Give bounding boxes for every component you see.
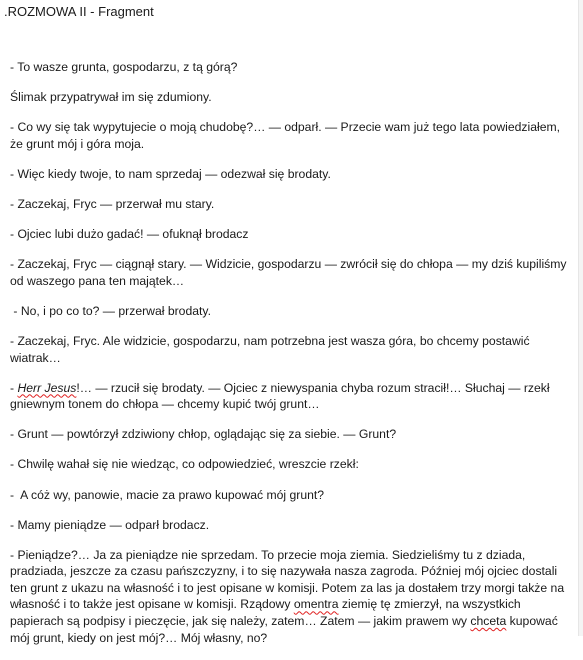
marked-text: omentra bbox=[293, 597, 339, 612]
text-run: - Mamy pieniądze — odparł brodacz. bbox=[10, 517, 210, 532]
paragraph bbox=[10, 333, 575, 366]
document-body bbox=[10, 59, 575, 660]
text-run: kupować mój grunt, kiedy on jest mój?… Mój własny, no? bbox=[10, 614, 562, 645]
paragraph bbox=[10, 547, 575, 647]
text-run: - A cóż wy, panowie, macie za prawo kupować mój grunt? bbox=[10, 487, 325, 502]
paragraph bbox=[10, 196, 575, 213]
text-run: - Grunt — powtórzył zdziwiony chłop, oglądając się za siebie. — Grunt? bbox=[10, 427, 397, 442]
marked-text: chceta bbox=[470, 614, 507, 629]
text-run: ziemię tę zmierzył, na wszystkich papierach są podpisy i pieczęcie, jak się należy, zatem… Zatem — jakim prawem wy bbox=[10, 597, 525, 629]
paragraph bbox=[10, 89, 575, 106]
paragraph bbox=[10, 59, 575, 76]
text-run: !… — rzucił się brodaty. — Ojciec z niewyspania chyba rozum stracił!… Słuchaj — rzekł gniewnym tonem do chłopa — chcemy kupić twój grunt… bbox=[10, 380, 553, 412]
paragraph bbox=[10, 380, 575, 413]
paragraph bbox=[10, 303, 575, 320]
paragraph bbox=[10, 426, 575, 443]
paragraph bbox=[10, 487, 575, 504]
marked-text: Herr Jesus bbox=[17, 380, 77, 395]
paragraph bbox=[10, 226, 575, 243]
text-run: - Zaczekaj, Fryc. Ale widzicie, gospodarzu, nam potrzebna jest wasza góra, bo chcemy postawić wiatrak… bbox=[10, 333, 533, 365]
text-run: - Co wy się tak wypytujecie o moją chudobę?… — odparł. — Przecie wam już tego lata powiedziałem, że grunt mój i góra moja. bbox=[10, 120, 564, 151]
paragraph bbox=[10, 517, 575, 534]
scrollbar-track[interactable] bbox=[578, 0, 583, 636]
text-run: - Zaczekaj, Fryc — ciągnął stary. — Widzicie, gospodarzu — zwrócił się do chłopa — my dziś kupiliśmy od waszego pana ten majątek… bbox=[10, 257, 570, 288]
text-run: - Pieniądze?… Ja za pieniądze nie sprzedam. To przecie moja ziemia. Siedzieliśmy tu z dziada, pradziada, jeszcze za czasu pańszczyzny, i to się nazywała nasza zagroda. Później mój ojciec dostali ten grunt z ukazu na własność i to jest opisane w komisji. Potem za las ja dostałem trzy morgi także na własność i to także jest opisane w komisji. Rządowy bbox=[10, 547, 568, 612]
paragraph bbox=[10, 166, 575, 183]
paragraph bbox=[10, 119, 575, 152]
paragraph bbox=[10, 456, 575, 473]
text-run: - No, i po co to? — przerwał brodaty. bbox=[10, 303, 211, 318]
document-title: .ROZMOWA II - Fragment bbox=[4, 4, 154, 19]
paragraph bbox=[10, 256, 575, 289]
text-run: - To wasze grunta, gospodarzu, z tą górą? bbox=[10, 60, 238, 74]
text-run: - Ojciec lubi dużo gadać! — ofuknął brodacz bbox=[10, 227, 249, 242]
text-run: - Chwilę wahał się nie wiedząc, co odpowiedzieć, wreszcie rzekł: bbox=[10, 457, 359, 472]
text-run: - Zaczekaj, Fryc — przerwał mu stary. bbox=[10, 196, 215, 211]
text-run: - bbox=[10, 380, 18, 395]
text-run: - Więc kiedy twoje, to nam sprzedaj — odezwał się brodaty. bbox=[10, 166, 331, 181]
text-run: Ślimak przypatrywał im się zdumiony. bbox=[10, 90, 212, 105]
